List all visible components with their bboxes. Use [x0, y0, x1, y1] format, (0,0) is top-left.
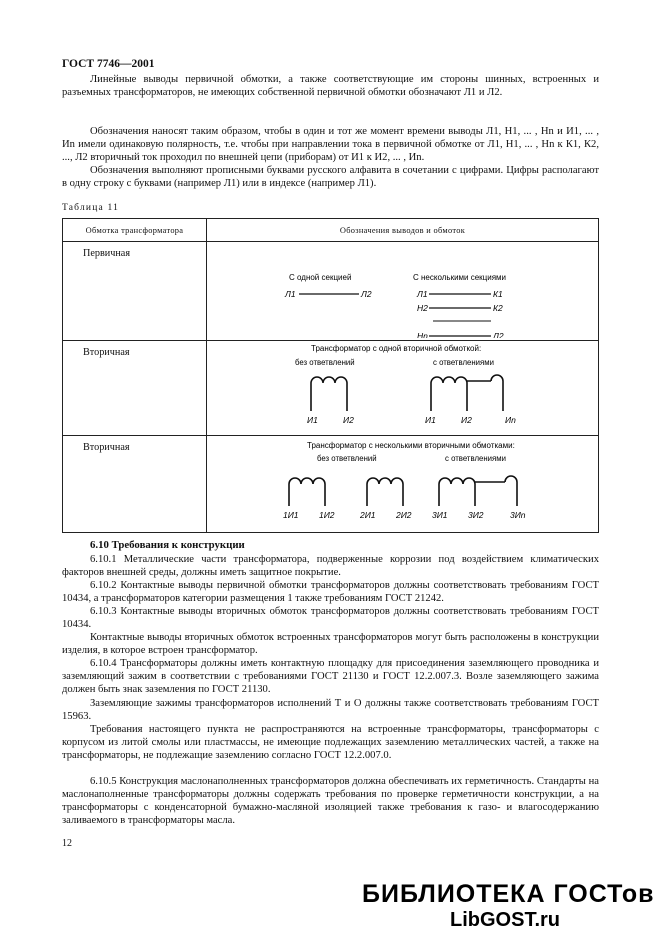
coil-winding-2 — [367, 478, 403, 506]
term-i1-tapped: И1 — [425, 415, 436, 425]
clause-6-10-5: 6.10.5 Конструкция маслонаполненных трансформаторов должна обеспечивать их герметичность. Стандарты на маслонаполненные трансформаторы должны содержать требования по проверке герметичности конструкции, а на трансформаторы с конденсаторной бумажно-масляной изоляцией также требования к газо- и влагосодержанию заливаемого в трансформаторы масла. — [62, 776, 599, 826]
term-3i2: 3И2 — [468, 510, 484, 520]
term-l2: Л2 — [361, 289, 372, 299]
coil-no-taps — [311, 377, 347, 411]
column-header-designations: Обозначения выводов и обмоток — [207, 219, 599, 242]
page-number: 12 — [62, 838, 72, 849]
document-header: ГОСТ 7746—2001 — [62, 58, 155, 70]
terminal-designation-table — [62, 218, 599, 533]
intro-paragraph-2: Обозначения наносят таким образом, чтобы в один и тот же момент времени выводы Л1, Н1, ... , Нn и И1, ... , Иn имели одинаковую полярность, т.е. чтобы при направлении тока в первичной обмотке от Л1, Н1, ... , Нn к К1, К2, ..., Л2 вторичный ток проходил по внешней цепи (приборам) от И1 к И2, ... , Иn. — [62, 126, 599, 163]
multi-with-taps-subtitle: с ответвлениями — [445, 454, 506, 463]
secondary-multiple-winding-diagram — [207, 436, 598, 530]
term-i2: И2 — [343, 415, 354, 425]
term-1i1: 1И1 — [283, 510, 299, 520]
clause-6-10-2: 6.10.2 Контактные выводы первичной обмотки трансформаторов должны соответствовать требованиям ГОСТ 10434, а трансформаторов категории размещения 1 также требованиям ГОСТ 21242. — [62, 580, 599, 604]
term-k2: К2 — [493, 303, 503, 313]
clause-6-10-4: 6.10.4 Трансформаторы должны иметь контактную площадку для присоединения заземляющего проводника и заземляющий зажим в соответствии с требованиями ГОСТ 21130 и ГОСТ 12.2.007.3. Возле заземляющего зажима должен быть знак заземления по ГОСТ 21130. — [62, 658, 599, 695]
clause-6-10-3-note: Контактные выводы вторичных обмоток встроенных трансформаторов могут быть расположены в конструкции изделия, в которое встроен трансформатор. — [62, 632, 599, 656]
term-l2-multi: Л2 — [493, 331, 504, 338]
with-taps-subtitle: с ответвлениями — [433, 358, 494, 367]
term-l1: Л1 — [285, 289, 296, 299]
term-2i1: 2И1 — [360, 510, 376, 520]
table-caption: Таблица 11 — [62, 203, 120, 213]
row-label-secondary-multiple: Вторичная — [63, 436, 207, 533]
primary-winding-diagram — [207, 242, 598, 338]
coil-tapped-part-2 — [467, 375, 503, 411]
library-watermark-title: БИБЛИОТЕКА ГОСТов — [362, 880, 655, 908]
multi-no-taps-subtitle: без ответвлений — [317, 454, 377, 463]
intro-paragraph-3: Обозначения выполняют прописными буквами русского алфавита в сочетании с цифрами. Цифры располагают в одну строку с буквами (например Л1) или в индексе (например Л1). — [62, 165, 599, 189]
coil-winding-1 — [289, 478, 325, 506]
term-n2: Н2 — [417, 303, 428, 313]
term-i1: И1 — [307, 415, 318, 425]
section-title: 6.10 Требования к конструкции — [90, 539, 245, 551]
row-label-primary: Первичная — [63, 242, 207, 341]
term-in-tapped: Иn — [505, 415, 516, 425]
clause-6-10-4-grounding: Заземляющие зажимы трансформаторов исполнений Т и О должны также соответствовать требованиям ГОСТ 15963. — [62, 698, 599, 722]
library-watermark-url: LibGOST.ru — [450, 909, 560, 931]
clause-6-10-3: 6.10.3 Контактные выводы вторичных обмоток трансформаторов должны соответствовать требованиям ГОСТ 10434. — [62, 606, 599, 630]
single-secondary-title: Трансформатор с одной вторичной обмоткой: — [311, 344, 482, 353]
term-l1-multi: Л1 — [417, 289, 428, 299]
intro-paragraph-1: Линейные выводы первичной обмотки, а также соответствующие им стороны шинных, встроенных и разъемных трансформаторов, не имеющих собственной первичной обмотки обозначают Л1 и Л2. — [62, 74, 599, 98]
clause-6-10-4-exceptions: Требования настоящего пункта не распространяются на встроенные трансформаторы, трансформаторы с корпусом из литой смолы или пластмассы, не имеющие подлежащих заземлению металлических частей, а также на трансформаторы, не подлежащие заземлению согласно ГОСТ 12.2.007.0. — [62, 724, 599, 761]
term-nn: Нn — [417, 331, 428, 338]
clause-6-10-1: 6.10.1 Металлические части трансформатора, подверженные коррозии под воздействием климатических факторов внешней среды, должны иметь защитное покрытие. — [62, 554, 599, 578]
term-3in: 3Иn — [510, 510, 526, 520]
multiple-secondary-title: Трансформатор с несколькими вторичными обмотками: — [307, 441, 515, 450]
coil-winding-3-part-2 — [475, 476, 517, 506]
column-header-winding: Обмотка трансформатора — [63, 219, 207, 242]
term-k1: К1 — [493, 289, 503, 299]
term-2i2: 2И2 — [396, 510, 412, 520]
secondary-single-diagram-cell — [207, 341, 599, 436]
secondary-multiple-diagram-cell — [207, 436, 599, 533]
multi-section-title: С несколькими секциями — [413, 273, 507, 282]
coil-winding-3-part-1 — [439, 478, 475, 506]
single-section-title: С одной секцией — [289, 273, 352, 282]
row-label-secondary-single: Вторичная — [63, 341, 207, 436]
term-3i1: 3И1 — [432, 510, 448, 520]
term-1i2: 1И2 — [319, 510, 335, 520]
secondary-single-winding-diagram — [207, 341, 598, 433]
coil-tapped-part-1 — [431, 377, 467, 411]
no-taps-subtitle: без ответвлений — [295, 358, 355, 367]
primary-diagram-cell — [207, 242, 599, 341]
term-i2-tapped: И2 — [461, 415, 472, 425]
